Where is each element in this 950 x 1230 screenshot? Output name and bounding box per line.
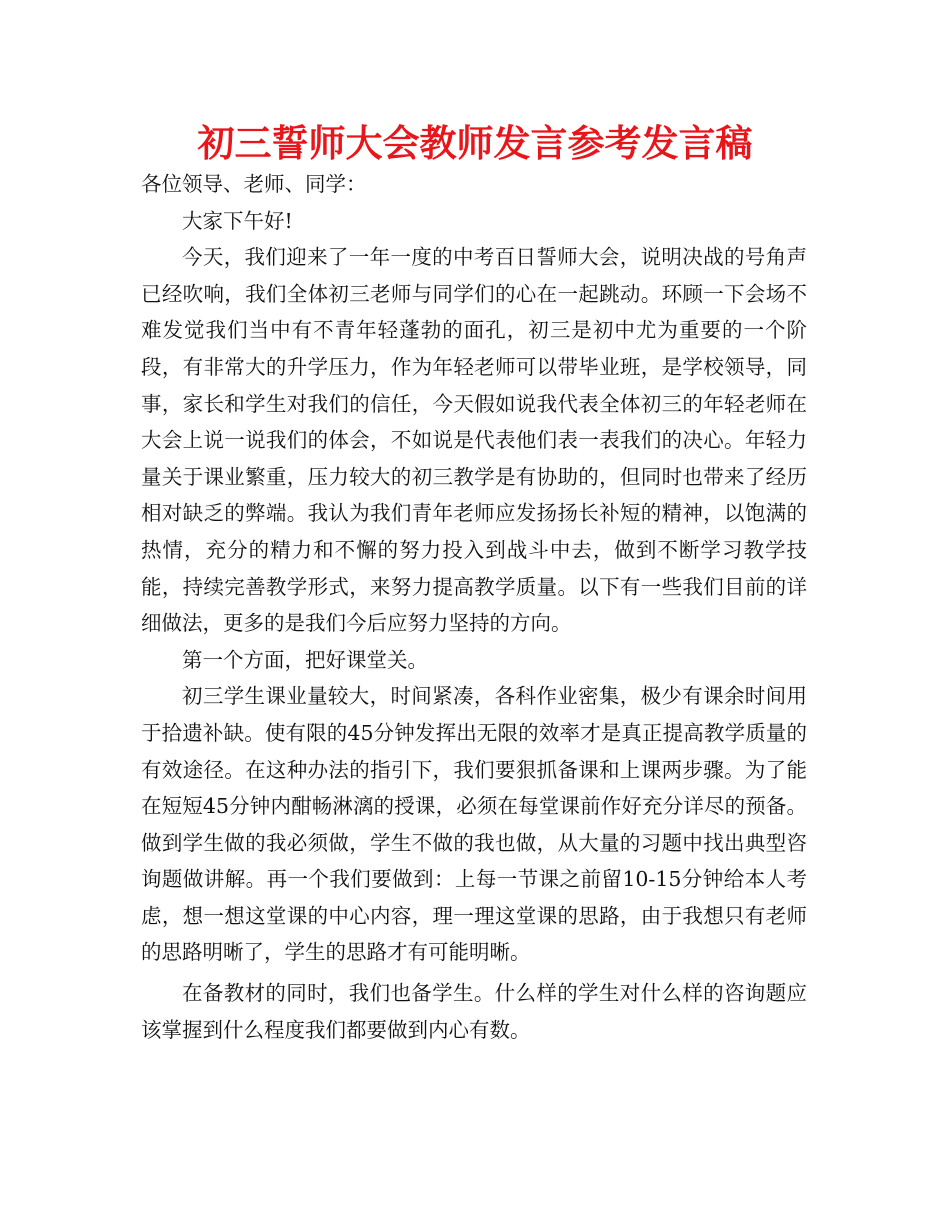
paragraph: 今天，我们迎来了一年一度的中考百日誓师大会，说明决战的号角声已经吹响，我们全体初三老师与同学们的心在一起跳动。环顾一下会场不难发觉我们当中有不青年轻蓬勃的面孔，初三是初中尤为重要的一个阶段，有非常大的升学压力，作为年轻老师可以带毕业班，是学校领导，同事，家长和学生对我们的信任，今天假如说我代表全体初三的年轻老师在大会上说一说我们的体会，不如说是代表他们表一表我们的决心。年轻力量关于课业繁重，压力较大的初三教学是有协助的，但同时也带来了经历相对缺乏的弊端。我认为我们青年老师应发扬扬长补短的精神，以饱满的热情，充分的精力和不懈的努力投入到战斗中去，做到不断学习教学技能，持续完善教学形式，来努力提高教学质量。以下有一些我们目前的详细做法，更多的是我们今后应努力坚持的方向。 [141, 245, 807, 636]
paragraph: 第一个方面，把好课堂关。 [182, 647, 428, 672]
paragraph: 初三学生课业量较大，时间紧凑，各科作业密集，极少有课余时间用于拾遗补缺。使有限的45分钟发挥出无限的效率才是真正提高教学质量的有效途径。在这种办法的指引下，我们要狠抓备课和上课两步骤。为了能在短短45分钟内酣畅淋漓的授课，必须在每堂课前作好充分详尽的预备。做到学生做的我必须做，学生不做的我也做，从大量的习题中找出典型咨询题做讲解。再一个我们要做到：上每一节课之前留10-15分钟给本人考虑，想一想这堂课的中心内容，理一理这堂课的思路，由于我想只有老师的思路明晰了，学生的思路才有可能明晰。 [141, 684, 807, 965]
document-title: 初三誓师大会教师发言参考发言稿 [197, 122, 753, 165]
greeting: 大家下午好! [182, 208, 293, 233]
salutation: 各位领导、老师、同学： [141, 172, 367, 196]
paragraph: 在备教材的同时，我们也备学生。什么样的学生对什么样的咨询题应该掌握到什么程度我们都要做到内心有数。 [141, 981, 807, 1042]
document-body [141, 166, 807, 1048]
